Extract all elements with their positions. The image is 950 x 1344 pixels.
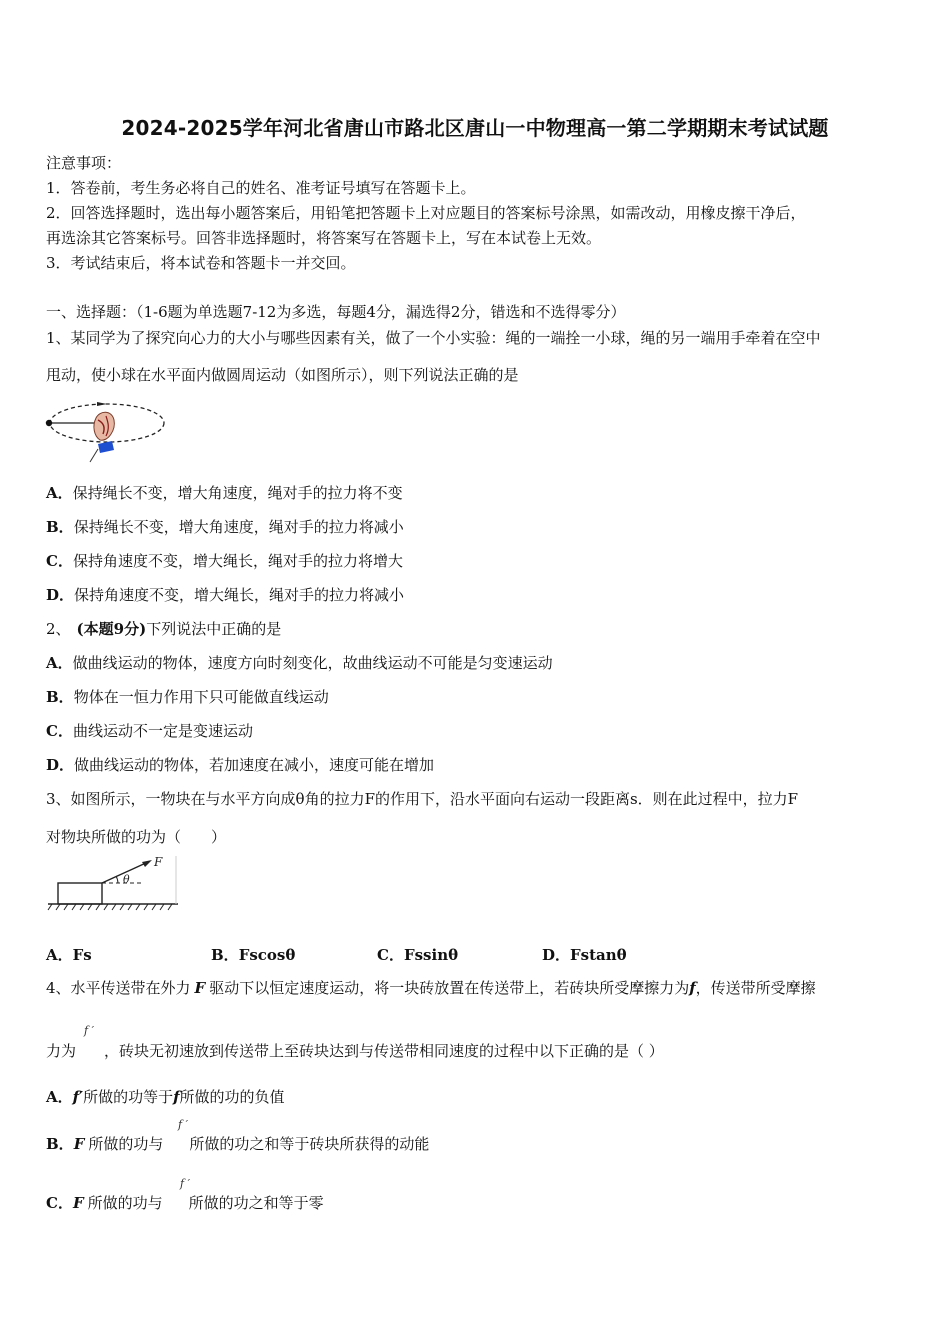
q3-angle-label: θ (123, 873, 130, 886)
q1-text-line2: 甩动，使小球在水平面内做圆周运动（如图所示），则下列说法正确的是 (46, 366, 519, 384)
q3-text-line1: 3、如图所示，一物块在与水平方向成θ角的拉力F的作用下，沿水平面向右运动一段距离s．则在此过程中，拉力F (46, 790, 799, 808)
q4-text-line2: 力为 ，砖块无初速放到传送带上至砖块达到与传送带相同速度的过程中以下正确的是（ ） (46, 1042, 664, 1060)
q1-option-c: C．保持角速度不变，增大绳长，绳对手的拉力将增大 (46, 552, 403, 570)
q1-circular-motion-figure (40, 396, 170, 468)
q4-option-a: A．f′所做的功等于f所做的功的负值 (46, 1088, 285, 1106)
q2-text: 2、 (本题9分)下列说法中正确的是 (46, 620, 282, 638)
q2-option-a: A．做曲线运动的物体，速度方向时刻变化，故曲线运动不可能是匀变速运动 (46, 654, 553, 672)
q3-option-b: B．Fscosθ (211, 946, 296, 964)
q4-option-c: C．F 所做的功与 所做的功之和等于零 (46, 1194, 324, 1212)
q3-option-d: D．Fstanθ (542, 946, 627, 964)
q4-option-c-fprime: f ′ (180, 1177, 191, 1190)
q4-text-line1: 4、水平传送带在外力 F 驱动下以恒定速度运动，将一块砖放置在传送带上，若砖块所受摩擦力为f，传送带所受摩擦 (46, 979, 816, 997)
q3-block-force-figure (44, 854, 180, 914)
q1-option-b: B．保持绳长不变，增大角速度，绳对手的拉力将减小 (46, 518, 404, 536)
q3-option-c: C．Fssinθ (377, 946, 459, 964)
q3-options (0, 944, 950, 964)
q1-text-line1: 1、某同学为了探究向心力的大小与哪些因素有关，做了一个小实验：绳的一端拴一小球，绳的另一端用手牵着在空中 (46, 329, 821, 347)
q2-option-b: B．物体在一恒力作用下只可能做直线运动 (46, 688, 329, 706)
q3-force-label: F (154, 855, 163, 869)
q4-option-b-fprime: f ′ (178, 1118, 189, 1131)
q2-option-c: C．曲线运动不一定是变速运动 (46, 722, 253, 740)
q1-option-d: D．保持角速度不变，增大绳长，绳对手的拉力将减小 (46, 586, 405, 604)
q4-fprime-symbol: f ′ (84, 1024, 95, 1037)
notice-item-2: 2．回答选择题时，选出每小题答案后，用铅笔把答题卡上对应题目的答案标号涂黑，如需改动，用橡皮擦干净后， (46, 204, 806, 222)
q3-text-line2: 对物块所做的功为（ ） (46, 828, 227, 846)
q3-option-a: A．Fs (46, 946, 92, 964)
page-title: 2024-2025学年河北省唐山市路北区唐山一中物理高一第二学期期末考试试题 (121, 116, 829, 140)
q1-option-a: A．保持绳长不变，增大角速度，绳对手的拉力将不变 (46, 484, 403, 502)
notice-item-2-cont: 再选涂其它答案标号。回答非选择题时，将答案写在答题卡上，写在本试卷上无效。 (46, 229, 602, 247)
notice-item-1: 1．答卷前，考生务必将自己的姓名、准考证号填写在答题卡上。 (46, 179, 476, 197)
section-heading: 一、选择题：（1-6题为单选题7-12为多选，每题4分，漏选得2分，错选和不选得零分） (46, 303, 626, 321)
notice-item-3: 3．考试结束后，将本试卷和答题卡一并交回。 (46, 254, 356, 272)
q4-option-b: B．F 所做的功与 所做的功之和等于砖块所获得的动能 (46, 1135, 430, 1153)
q2-option-d: D．做曲线运动的物体，若加速度在减小，速度可能在增加 (46, 756, 435, 774)
notice-heading: 注意事项： (46, 154, 122, 172)
